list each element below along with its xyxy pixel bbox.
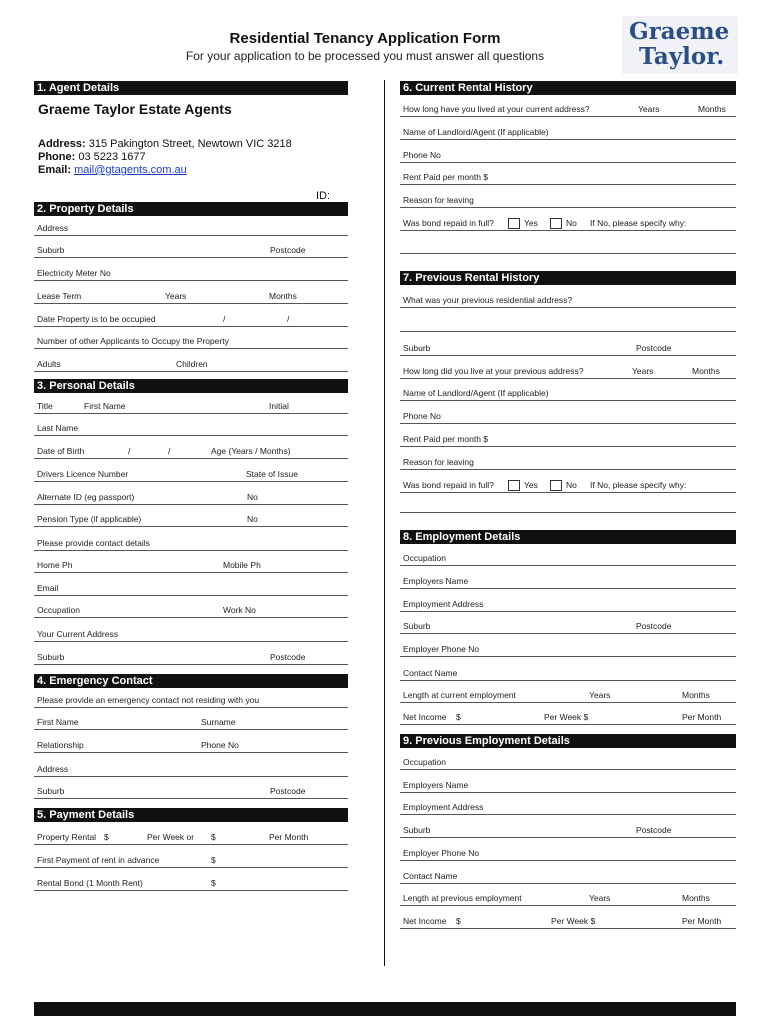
dob-slash-2: / — [168, 446, 171, 456]
prev-emp-suburb-field[interactable] — [400, 824, 736, 838]
occupation-field[interactable] — [34, 604, 348, 618]
current-landlord-field[interactable] — [400, 126, 736, 140]
id-label: ID: — [316, 190, 331, 202]
per-month-dollar: $ — [211, 832, 216, 842]
rental-bond-label: Rental Bond (1 Month Rent) — [37, 878, 143, 888]
alternate-id-label: Alternate ID (eg passport) — [37, 492, 135, 502]
pension-no-label: No — [247, 514, 258, 524]
prev-emp-per-month-label: Per Month — [682, 916, 722, 926]
prev-emp-employers-name-label: Employers Name — [403, 780, 469, 790]
emp-phone-field[interactable] — [400, 643, 736, 657]
work-no-label: Work No — [223, 605, 256, 615]
section-current-rental-heading: 6. Current Rental History — [400, 81, 736, 95]
electricity-meter-label: Electricity Meter No — [37, 268, 111, 278]
emp-years-label: Years — [589, 690, 611, 700]
first-name-label: First Name — [84, 401, 126, 411]
prev-postcode-label: Postcode — [636, 343, 672, 353]
prev-emp-address-field[interactable] — [400, 801, 736, 815]
property-address-field[interactable] — [34, 222, 348, 236]
current-bond-yes-label: Yes — [524, 218, 538, 228]
section-payment-details-heading: 5. Payment Details — [34, 808, 348, 822]
emp-occupation-label: Occupation — [403, 553, 446, 563]
agent-phone-label: Phone: — [38, 151, 76, 163]
date-slash-2: / — [287, 314, 290, 324]
emp-net-income-label: Net Income — [403, 712, 447, 722]
current-years-label: Years — [638, 104, 660, 114]
state-issue-label: State of Issue — [246, 469, 298, 479]
section-property-details-heading: 2. Property Details — [34, 202, 348, 216]
emp-suburb-label: Suburb — [403, 621, 431, 631]
property-rental-label: Property Rental — [37, 832, 97, 842]
current-months-label: Months — [698, 104, 726, 114]
emergency-suburb-label: Suburb — [37, 786, 65, 796]
alternate-id-field[interactable] — [34, 491, 348, 505]
emp-suburb-field[interactable] — [400, 620, 736, 634]
prev-emp-per-week-label: Per Week $ — [551, 916, 596, 926]
prev-emp-net-income-label: Net Income — [403, 916, 447, 926]
electricity-meter-field[interactable] — [34, 267, 348, 281]
adults-label: Adults — [37, 359, 61, 369]
section-personal-details-heading: 3. Personal Details — [34, 379, 348, 393]
emp-address-label: Employment Address — [403, 599, 484, 609]
date-occupied-label: Date Property is to be occupied — [37, 314, 156, 324]
rental-bond-dollar: $ — [211, 878, 216, 888]
first-payment-dollar: $ — [211, 855, 216, 865]
prev-rent-paid-field[interactable] — [400, 433, 736, 447]
pension-label: Pension Type (if applicable) — [37, 514, 142, 524]
section-agent-details-heading: 1. Agent Details — [34, 81, 348, 95]
emergency-instruction-row — [34, 694, 348, 708]
current-bond-no-label: No — [566, 218, 577, 228]
mobile-ph-label: Mobile Ph — [223, 560, 261, 570]
prev-emp-net-income-dollar: $ — [456, 916, 461, 926]
pension-field[interactable] — [34, 513, 348, 527]
emergency-suburb-field[interactable] — [34, 785, 348, 799]
dob-label: Date of Birth — [37, 446, 85, 456]
prev-emp-contact-field[interactable] — [400, 870, 736, 884]
current-phone-field[interactable] — [400, 149, 736, 163]
current-rent-paid-field[interactable] — [400, 171, 736, 185]
prev-how-long-label: How long did you live at your previous address? — [403, 366, 584, 376]
section-previous-rental-heading: 7. Previous Rental History — [400, 271, 736, 285]
emergency-instruction: Please provide an emergency contact not residing with you — [37, 695, 260, 705]
property-address-label: Address — [37, 223, 69, 233]
prev-bond-no-checkbox[interactable] — [550, 480, 562, 491]
per-month-label: Per Month — [269, 832, 309, 842]
agent-email — [38, 164, 187, 176]
prev-emp-years-label: Years — [589, 893, 611, 903]
prev-emp-length-field[interactable] — [400, 892, 736, 906]
prev-bond-field — [400, 479, 736, 493]
property-rental-field[interactable] — [34, 831, 348, 845]
lease-months-label: Months — [269, 291, 297, 301]
prev-emp-phone-label: Employer Phone No — [403, 848, 480, 858]
prev-reason-label: Reason for leaving — [403, 457, 474, 467]
column-divider — [384, 80, 385, 966]
prev-emp-occupation-label: Occupation — [403, 757, 446, 767]
emp-address-field[interactable] — [400, 598, 736, 612]
agent-phone — [38, 151, 146, 163]
date-slash-1: / — [223, 314, 226, 324]
right-column — [400, 0, 736, 1000]
left-column — [34, 0, 348, 1000]
prev-emp-net-income-field[interactable] — [400, 915, 736, 929]
prev-suburb-field[interactable] — [400, 342, 736, 356]
lease-term-field[interactable] — [34, 290, 348, 304]
prev-emp-employers-name-field[interactable] — [400, 779, 736, 793]
licence-label: Drivers Licence Number — [37, 469, 129, 479]
current-reason-field[interactable] — [400, 194, 736, 208]
current-address-label: Your Current Address — [37, 629, 118, 639]
emp-employers-name-field[interactable] — [400, 575, 736, 589]
personal-suburb-field[interactable] — [34, 651, 348, 665]
prev-landlord-label: Name of Landlord/Agent (If applicable) — [403, 388, 549, 398]
lease-years-label: Years — [165, 291, 187, 301]
current-bond-reason-line[interactable] — [400, 253, 736, 254]
prev-emp-suburb-label: Suburb — [403, 825, 431, 835]
prev-bond-if-no-label: If No, please specify why: — [590, 480, 687, 490]
emergency-relationship-field[interactable] — [34, 739, 348, 753]
emp-phone-label: Employer Phone No — [403, 644, 480, 654]
prev-phone-field[interactable] — [400, 410, 736, 424]
emp-length-field[interactable] — [400, 689, 736, 703]
prev-reason-field[interactable] — [400, 456, 736, 470]
occupation-label: Occupation — [37, 605, 80, 615]
num-applicants-label: Number of other Applicants to Occupy the Property — [37, 336, 229, 346]
prev-address-label: What was your previous residential address? — [403, 295, 573, 305]
emp-months-label: Months — [682, 690, 710, 700]
prev-bond-yes-label: Yes — [524, 480, 538, 490]
personal-postcode-label: Postcode — [270, 652, 306, 662]
prev-address-field[interactable] — [400, 294, 736, 308]
section-employment-heading: 8. Employment Details — [400, 530, 736, 544]
emp-length-label: Length at current employment — [403, 690, 516, 700]
last-name-label: Last Name — [37, 423, 79, 433]
date-occupied-field[interactable] — [34, 313, 348, 327]
emergency-name-field[interactable] — [34, 716, 348, 730]
section-emergency-contact-heading: 4. Emergency Contact — [34, 674, 348, 688]
prev-phone-label: Phone No — [403, 411, 441, 421]
initial-label: Initial — [269, 401, 289, 411]
age-label: Age (Years / Months) — [211, 446, 291, 456]
email-label: Email — [37, 583, 59, 593]
prev-emp-occupation-field[interactable] — [400, 756, 736, 770]
agent-address — [38, 138, 292, 150]
emp-postcode-label: Postcode — [636, 621, 672, 631]
licence-field[interactable] — [34, 468, 348, 482]
emergency-address-field[interactable] — [34, 763, 348, 777]
alternate-id-no-label: No — [247, 492, 258, 502]
personal-suburb-label: Suburb — [37, 652, 65, 662]
emergency-first-name-label: First Name — [37, 717, 79, 727]
prev-landlord-field[interactable] — [400, 387, 736, 401]
current-bond-label: Was bond repaid in full? — [403, 218, 494, 228]
first-payment-label: First Payment of rent in advance — [37, 855, 160, 865]
title-label: Title — [37, 401, 53, 411]
current-bond-field — [400, 217, 736, 231]
property-postcode-label: Postcode — [270, 245, 306, 255]
dob-field[interactable] — [34, 445, 348, 459]
emp-per-week-label: Per Week $ — [544, 712, 589, 722]
emp-net-income-field[interactable] — [400, 711, 736, 725]
prev-emp-length-label: Length at previous employment — [403, 893, 522, 903]
form-subtitle: For your application to be processed you must answer all questions — [185, 49, 545, 63]
contact-details-row — [34, 537, 348, 551]
agent-phone-value: 03 5223 1677 — [78, 151, 146, 163]
emp-per-month-label: Per Month — [682, 712, 722, 722]
emp-employers-name-label: Employers Name — [403, 576, 469, 586]
agency-name: Graeme Taylor Estate Agents — [38, 101, 232, 117]
prev-emp-address-label: Employment Address — [403, 802, 484, 812]
email-field[interactable] — [34, 582, 348, 596]
current-bond-if-no-label: If No, please specify why: — [590, 218, 687, 228]
emp-occupation-field[interactable] — [400, 552, 736, 566]
prev-bond-yes-checkbox[interactable] — [508, 480, 520, 491]
property-suburb-label: Suburb — [37, 245, 65, 255]
agent-address-label: Address: — [38, 138, 86, 150]
lease-term-label: Lease Term — [37, 291, 82, 301]
property-rental-dollar: $ — [104, 832, 109, 842]
rental-bond-field[interactable] — [34, 877, 348, 891]
emp-contact-label: Contact Name — [403, 668, 458, 678]
prev-years-label: Years — [632, 366, 654, 376]
emergency-phone-label: Phone No — [201, 740, 239, 750]
current-address-field[interactable] — [34, 628, 348, 642]
property-suburb-field[interactable] — [34, 244, 348, 258]
children-label: Children — [176, 359, 208, 369]
prev-suburb-label: Suburb — [403, 343, 431, 353]
footer-bar — [34, 1002, 736, 1016]
current-bond-no-checkbox[interactable] — [550, 218, 562, 229]
home-ph-label: Home Ph — [37, 560, 73, 570]
current-how-long-field[interactable] — [400, 103, 736, 117]
prev-rent-paid-label: Rent Paid per month $ — [403, 434, 489, 444]
agent-email-link[interactable]: mail@gtagents.com.au — [74, 164, 187, 176]
first-payment-field[interactable] — [34, 854, 348, 868]
dob-slash-1: / — [128, 446, 131, 456]
current-rent-paid-label: Rent Paid per month $ — [403, 172, 489, 182]
emergency-postcode-label: Postcode — [270, 786, 306, 796]
last-name-field[interactable] — [34, 422, 348, 436]
agent-email-label: Email: — [38, 164, 72, 176]
emp-contact-field[interactable] — [400, 667, 736, 681]
num-applicants-field[interactable] — [34, 335, 348, 349]
agent-address-value: 315 Pakington Street, Newtown VIC 3218 — [88, 138, 292, 150]
contact-details-label: Please provide contact details — [37, 538, 150, 548]
emp-net-income-dollar: $ — [456, 712, 461, 722]
section-prev-employment-heading: 9. Previous Employment Details — [400, 734, 736, 748]
emergency-address-label: Address — [37, 764, 69, 774]
name-field[interactable] — [34, 400, 348, 414]
prev-bond-no-label: No — [566, 480, 577, 490]
current-reason-label: Reason for leaving — [403, 195, 474, 205]
form-title: Residential Tenancy Application Form — [229, 30, 501, 47]
prev-emp-phone-field[interactable] — [400, 847, 736, 861]
occupants-field[interactable] — [34, 358, 348, 372]
logo-line-1: Graeme — [629, 18, 730, 45]
emergency-relationship-label: Relationship — [37, 740, 84, 750]
phone-field[interactable] — [34, 559, 348, 573]
prev-address-line[interactable] — [400, 331, 736, 332]
prev-bond-reason-line[interactable] — [400, 512, 736, 513]
prev-how-long-field[interactable] — [400, 365, 736, 379]
prev-emp-postcode-label: Postcode — [636, 825, 672, 835]
prev-bond-label: Was bond repaid in full? — [403, 480, 494, 490]
per-week-or-label: Per Week or — [147, 832, 195, 842]
current-bond-yes-checkbox[interactable] — [508, 218, 520, 229]
prev-months-label: Months — [692, 366, 720, 376]
logo-line-2: Taylor. — [639, 43, 725, 70]
current-how-long-label: How long have you lived at your current address? — [403, 104, 590, 114]
prev-emp-contact-label: Contact Name — [403, 871, 458, 881]
prev-emp-months-label: Months — [682, 893, 710, 903]
current-phone-label: Phone No — [403, 150, 441, 160]
current-landlord-label: Name of Landlord/Agent (If applicable) — [403, 127, 549, 137]
emergency-surname-label: Surname — [201, 717, 236, 727]
